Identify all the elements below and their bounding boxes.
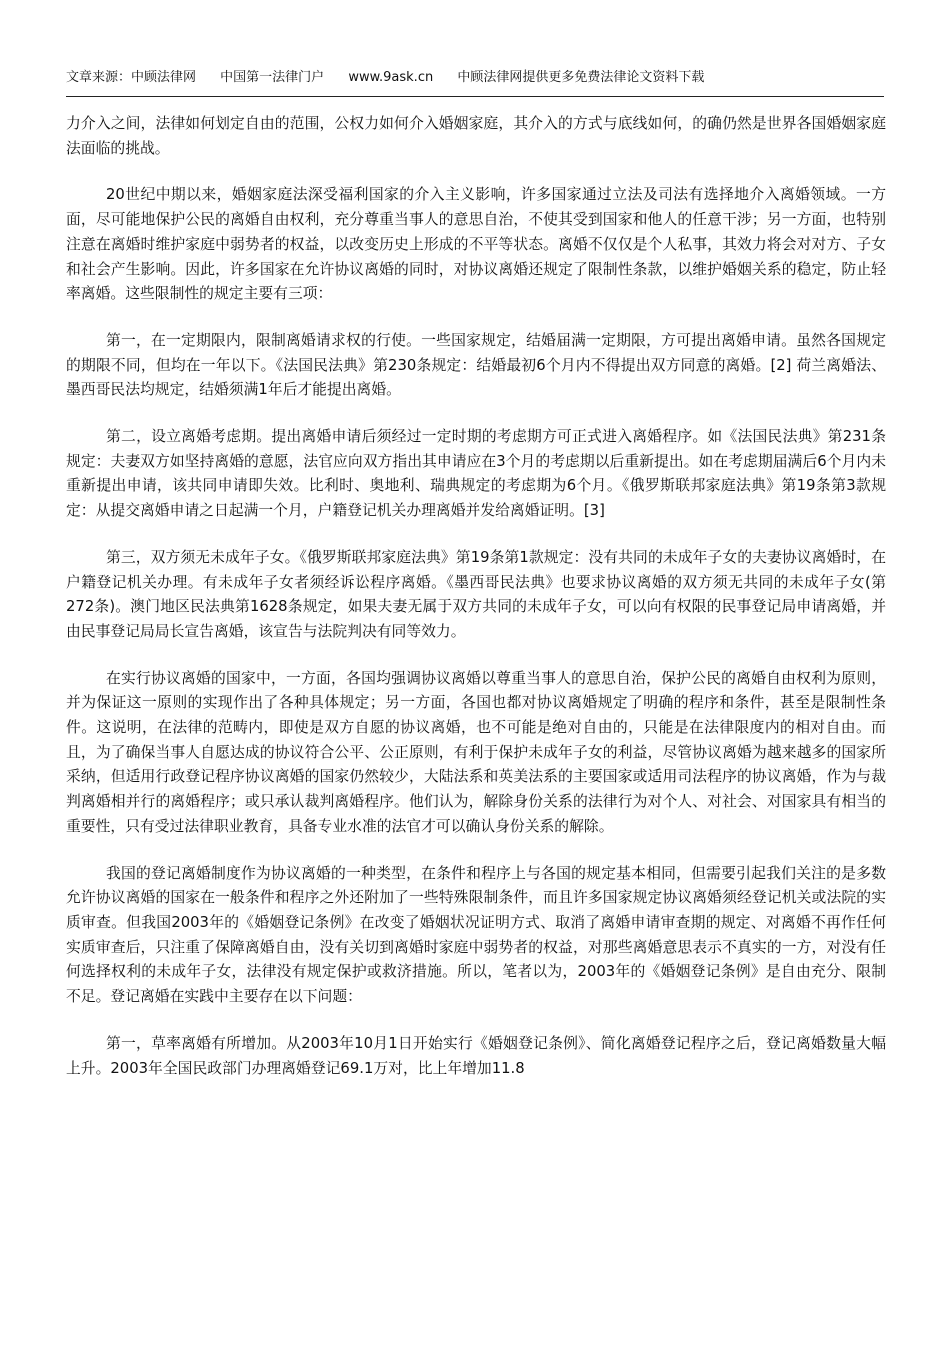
page-header <box>66 68 884 97</box>
header-promo: 中顾法律网提供更多免费法律论文资料下载 <box>457 70 705 85</box>
header-site-link[interactable]: www.9ask.cn <box>348 70 434 85</box>
header-portal: 中国第一法律门户 <box>220 70 325 85</box>
paragraph-first-restriction: 第一，在一定期限内，限制离婚请求权的行使。一些国家规定，结婚届满一定期限，方可提出离婚申请。虽然各国规定的期限不同，但均在一年以下。《法国民法典》第230条规定：结婚最初6个月内不得提出双方同意的离婚。[2] 荷兰离婚法、墨西哥民法均规定，结婚须满1年后才能提出离婚。 <box>66 331 886 399</box>
paragraph-summary: 在实行协议离婚的国家中，一方面，各国均强调协议离婚以尊重当事人的意思自治，保护公民的离婚自由权利为原则，并为保证这一原则的实现作出了各种具体规定；另一方面，各国也都对协议离婚规定了明确的程序和条件，甚至是限制性条件。这说明，在法律的范畴内，即使是双方自愿的协议离婚，也不可能是绝对自由的，只能是在法律限度内的相对自由。而且，为了确保当事人自愿达成的协议符合公平、公正原则，有利于保护未成年子女的利益，尽管协议离婚为越来越多的国家所采纳，但适用行政登记程序协议离婚的国家仍然较少，大陆法系和英美法系的主要国家或适用司法程序的协议离婚，作为与裁判离婚相并行的离婚程序；或只承认裁判离婚程序。他们认为，解除身份关系的法律行为对个人、对社会、对国家具有相当的重要性，只有受过法律职业教育，具备专业水准的法官才可以确认身份关系的解除。 <box>66 669 886 835</box>
paragraph-china-registration: 我国的登记离婚制度作为协议离婚的一种类型，在条件和程序上与各国的规定基本相同，但需要引起我们关注的是多数允许协议离婚的国家在一般条件和程序之外还附加了一些特殊限制条件，而且许多国家规定协议离婚须经登记机关或法院的实质审查。但我国2003年的《婚姻登记条例》在改变了婚姻状况证明方式、取消了离婚申请审查期的规定、对离婚不再作任何实质审查后，只注重了保障离婚自由，没有关切到离婚时家庭中弱势者的权益，对那些离婚意思表示不真实的一方，对没有任何选择权利的未成年子女，法律没有规定保护或救济措施。所以，笔者以为，2003年的《婚姻登记条例》是自由充分、限制不足。登记离婚在实践中主要存在以下问题： <box>66 864 886 1006</box>
paragraph-intro: 20世纪中期以来，婚姻家庭法深受福利国家的介入主义影响，许多国家通过立法及司法有选择地介入离婚领域。一方面，尽可能地保护公民的离婚自由权利，充分尊重当事人的意思自治，不使其受到国家和他人的任意干涉；另一方面，也特别注意在离婚时维护家庭中弱势者的权益，以改变历史上形成的不平等状态。离婚不仅仅是个人私事，其效力将会对对方、子女和社会产生影响。因此，许多国家在允许协议离婚的同时，对协议离婚还规定了限制性条款，以维护婚姻关系的稳定，防止轻率离婚。这些限制性的规定主要有三项： <box>66 186 886 303</box>
paragraph-second-restriction: 第二，设立离婚考虑期。提出离婚申请后须经过一定时期的考虑期方可正式进入离婚程序。如《法国民法典》第231条规定：夫妻双方如坚持离婚的意愿，法官应向双方指出其申请应在3个月的考虑期以后重新提出。如在考虑期届满后6个月内未重新提出申请，该共同申请即失效。比利时、奥地利、瑞典规定的考虑期为6个月。《俄罗斯联邦家庭法典》第19条第3款规定：从提交离婚申请之日起满一个月，户籍登记机关办理离婚并发给离婚证明。[3] <box>66 428 886 520</box>
header-source: 文章来源：中顾法律网 <box>66 70 197 85</box>
paragraph-continuation: 力介入之间，法律如何划定自由的范围，公权力如何介入婚姻家庭，其介入的方式与底线如何，的确仍然是世界各国婚姻家庭法面临的挑战。 <box>66 115 886 157</box>
paragraph-problem-one: 第一，草率离婚有所增加。从2003年10月1日开始实行《婚姻登记条例》、简化离婚登记程序之后，登记离婚数量大幅上升。2003年全国民政部门办理离婚登记69.1万对，比上年增加11.8 <box>66 1034 886 1077</box>
paragraph-third-restriction: 第三，双方须无未成年子女。《俄罗斯联邦家庭法典》第19条第1款规定：没有共同的未成年子女的夫妻协议离婚时，在户籍登记机关办理。有未成年子女者须经诉讼程序离婚。《墨西哥民法典》也要求协议离婚的双方须无共同的未成年子女(第272条)。澳门地区民法典第1628条规定，如果夫妻无属于双方共同的未成年子女，可以向有权限的民事登记局申请离婚，并由民事登记局局长宣告离婚，该宣告与法院判决有同等效力。 <box>66 548 886 640</box>
article-body <box>66 112 886 1103</box>
